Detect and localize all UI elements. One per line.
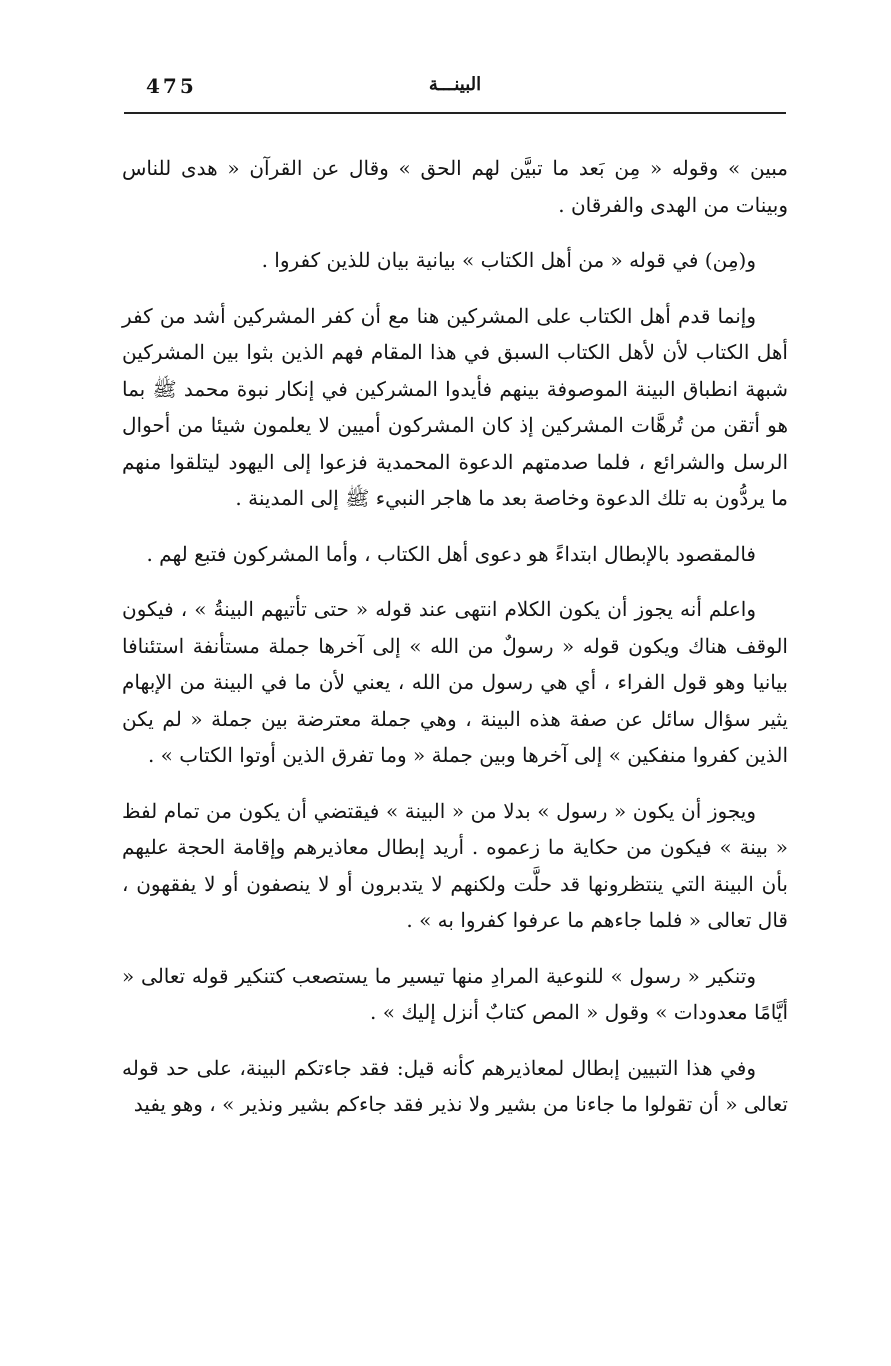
header-rule bbox=[124, 112, 786, 114]
page-body bbox=[122, 150, 788, 1123]
paragraph: فالمقصود بالإبطال ابتداءً هو دعوى أهل الكتاب ، وأما المشركون فتبع لهم . bbox=[146, 541, 756, 566]
page-header bbox=[124, 70, 786, 110]
paragraph: وإنما قدم أهل الكتاب على المشركين هنا مع أن كفر المشركين أشد من كفر أهل الكتاب لأن لأهل الكتاب السبق في هذا المقام فهم الذين بثوا بين المشركين شبهة انطباق البينة الموصوفة بينهم فأيدوا المشركين في إنكار نبوة محمد ﷺ بما هو أتقن من تُرهَّات المشركين إذ كان المشركون أميين لا يعلمون شيئا من أحوال الرسل والشرائع ، فلما صدمتهم الدعوة المحمدية فزعوا إلى اليهود ليتلقوا منهم ما يردُّون به تلك الدعوة وخاصة بعد ما هاجر النبيء ﷺ إلى المدينة . bbox=[122, 303, 788, 510]
paragraph: و(مِن) في قوله « من أهل الكتاب » بيانية بيان للذين كفروا . bbox=[261, 248, 756, 272]
paragraph: واعلم أنه يجوز أن يكون الكلام انتهى عند قوله « حتى تأتيهم البينةُ » ، فيكون الوقف هناك ويكون قوله « رسولٌ من الله » إلى آخرها جملة مستأنفة استئنافا بيانيا وهو قول الفراء ، أي هي رسول من الله ، يعني لأن ما في البينة من الإبهام يثير سؤال سائل عن صفة هذه البينة ، وهي جملة معترضة بين جملة « لم يكن الذين كفروا منفكين » إلى آخرها وبين جملة « وما تفرق الذين أوتوا الكتاب » . bbox=[122, 597, 788, 767]
running-title: البينـــة bbox=[428, 74, 482, 95]
paragraph: ويجوز أن يكون « رسول » بدلا من « البينة » فيقتضي أن يكون من تمام لفظ « بينة » فيكون من حكاية ما زعموه . أريد إبطال معاذيرهم وإقامة الحجة عليهم بأن البينة التي ينتظرونها قد حلَّت ولكنهم لا يتدبرون أو لا ينصفون أو لا يفقهون ، قال تعالى « فلما جاءهم ما عرفوا كفروا به » . bbox=[122, 798, 788, 932]
paragraph: وتنكير « رسول » للنوعية المرادِ منها تيسير ما يستصعب كتنكير قوله تعالى « أيَّامًا معدودات » وقول « المص كتابٌ أنزل إليك » . bbox=[122, 963, 788, 1024]
paragraph: مبين » وقوله « مِن بَعد ما تبيَّن لهم الحق » وقال عن القرآن « هدى للناس وبينات من الهدى والفرقان . bbox=[122, 156, 788, 217]
page-number: 475 bbox=[146, 74, 197, 98]
paragraph: وفي هذا التبيين إبطال لمعاذيرهم كأنه قيل: فقد جاءتكم البينة، على حد قوله تعالى « أن تقولوا ما جاءنا من بشير ولا نذير فقد جاءكم بشير ونذير » ، وهو يفيد bbox=[122, 1055, 788, 1116]
